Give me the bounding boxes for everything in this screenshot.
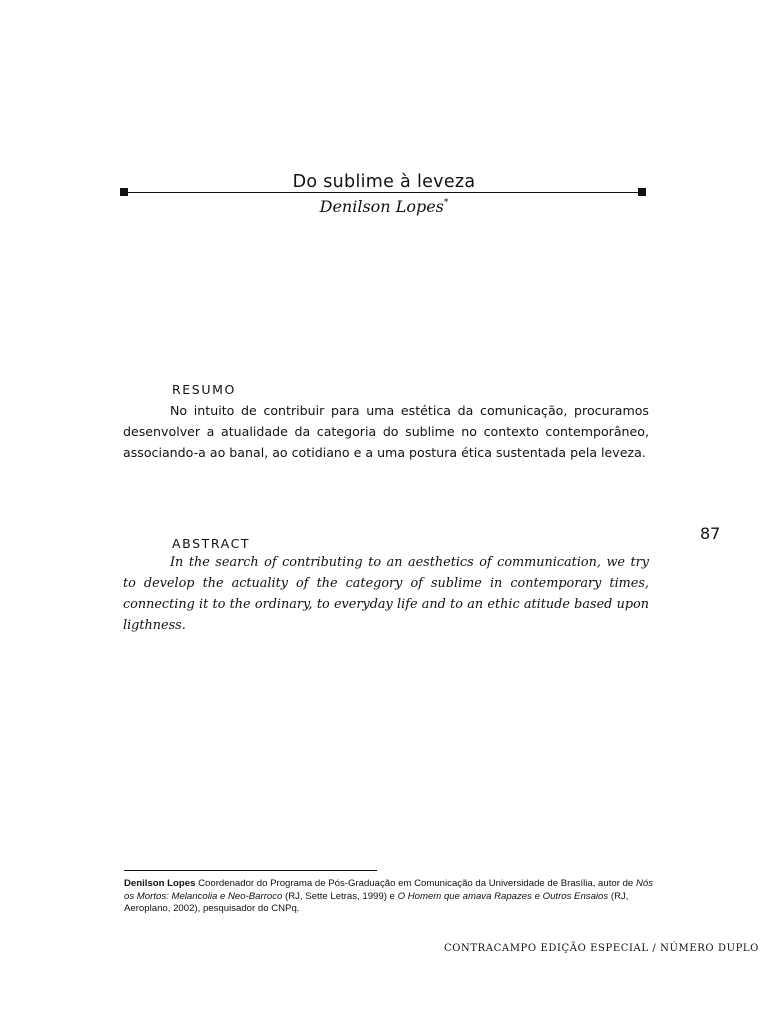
footnote-text-2: (RJ, Sette Letras, 1999) e bbox=[282, 890, 398, 902]
article-author bbox=[0, 197, 768, 216]
page-number: 87 bbox=[700, 524, 721, 543]
footnote-text-3: (RJ, Aeroplano, 2002), pesquisador do CNPq. bbox=[124, 890, 629, 914]
author-name: Denilson Lopes bbox=[319, 197, 444, 216]
footnote-rule bbox=[124, 870, 377, 871]
footnote-book-1: Nós os Mortos: Melancolia e Neo-Barroco bbox=[124, 878, 653, 902]
footnote-book-2: O Homem que amava Rapazes e Outros Ensaios bbox=[397, 890, 609, 902]
abstract-heading: ABSTRACT bbox=[172, 536, 251, 551]
footnote-text-1: Coordenador do Programa de Pós-Graduação em Comunicação da Universidade de Brasília, autor de bbox=[195, 878, 636, 889]
article-title: Do sublime à leveza bbox=[292, 172, 476, 192]
abstract-text: In the search of contributing to an aesthetics of communication, we try to develop the actuality of the category of sublime in contemporary times, connecting it to the ordinary, to everyday life and to an ethic atitude based upon ligthness. bbox=[123, 555, 649, 633]
resumo-heading: RESUMO bbox=[172, 382, 236, 397]
running-footer: CONTRACAMPO EDIÇÃO ESPECIAL / NÚMERO DUPLO bbox=[444, 943, 759, 954]
title-rule bbox=[124, 192, 642, 193]
author-footnote bbox=[124, 878, 658, 916]
resumo-text: No intuito de contribuir para uma estética da comunicação, procuramos desenvolver a atualidade da categoria do sublime no contexto contemporâneo, associando-a ao banal, ao cotidiano e a uma postura ética sustentada pela leveza. bbox=[123, 403, 649, 460]
footnote-author-name: Denilson Lopes bbox=[124, 878, 196, 889]
author-footnote-mark: * bbox=[443, 198, 449, 208]
title-rule-right-marker bbox=[638, 188, 646, 196]
